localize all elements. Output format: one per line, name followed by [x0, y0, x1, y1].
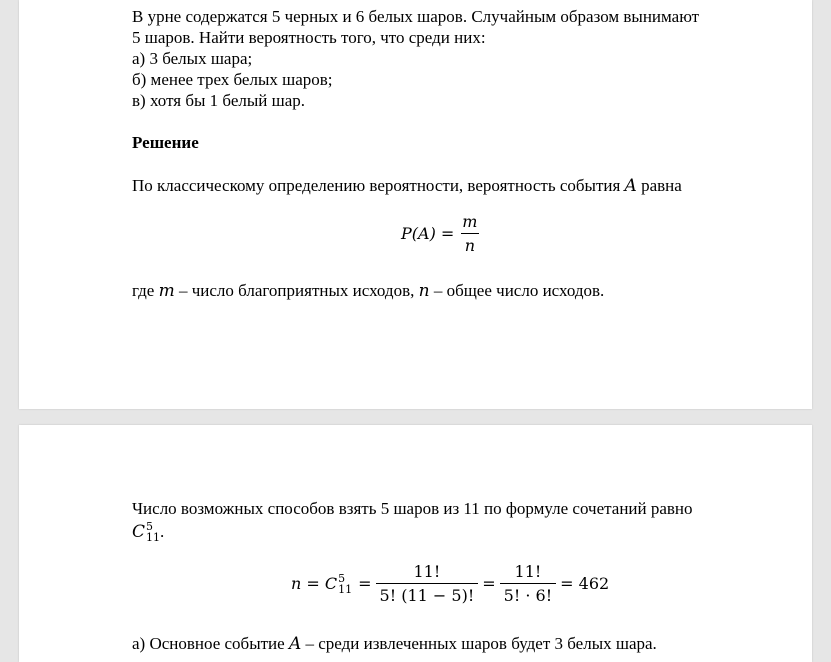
definition-text: По классическому определению вероятности, вероятность события: [132, 176, 621, 195]
formula2-fraction-2: [500, 562, 556, 605]
combo-sup: 5: [146, 520, 154, 533]
fraction-2-numerator: 11!: [514, 562, 542, 581]
formula2-indices: [338, 573, 352, 595]
problem-line-1: В урне содержатся 5 черных и 6 белых шаров. Случайным образом вынимают: [132, 7, 700, 26]
combo-symbol: C: [132, 522, 146, 542]
combo-indices: [146, 521, 160, 543]
fraction-1-denominator: 5! (11 − 5)!: [376, 583, 479, 605]
part-a-line: [132, 633, 657, 655]
part-a-var: A: [288, 634, 302, 654]
definition-var: A: [624, 176, 637, 196]
formula2-sub: 11: [338, 582, 353, 596]
probability-formula: [401, 212, 485, 255]
formula2-fraction-1: [376, 562, 479, 605]
formula-lhs: P(A) =: [401, 224, 455, 243]
formula2-sup: 5: [338, 571, 346, 585]
problem-line-4: б) менее трех белых шаров;: [132, 70, 333, 89]
formula2-eq1: =: [358, 574, 372, 593]
solution-heading: Решение: [132, 133, 199, 152]
formula2-eq2: =: [482, 574, 496, 593]
part-a-start: а) Основное событие: [132, 634, 285, 653]
fraction-1-numerator: 11!: [413, 562, 441, 581]
problem-line-2: 5 шаров. Найти вероятность того, что среди них:: [132, 28, 486, 47]
problem-line-5: в) хотя бы 1 белый шар.: [132, 91, 306, 110]
where-word: где: [132, 281, 155, 300]
formula-denominator: n: [461, 233, 479, 255]
fraction-2-denominator: 5! · 6!: [500, 583, 556, 605]
formula-numerator: m: [462, 212, 478, 231]
definition-line: [132, 175, 682, 197]
problem-line-3: а) 3 белых шара;: [132, 49, 253, 68]
definition-end: равна: [641, 176, 682, 195]
formula-fraction: [458, 212, 481, 255]
combo-symbol-line: [132, 521, 164, 543]
document-page-2: [19, 425, 812, 662]
combo-dot: .: [160, 522, 165, 541]
combo-sub: 11: [146, 531, 161, 544]
where-n: n: [418, 281, 430, 301]
document-page-1: [19, 0, 812, 409]
where-m-desc: – число благоприятных исходов,: [178, 281, 415, 300]
formula2-result: = 462: [560, 574, 610, 593]
part-a-end: – среди извлеченных шаров будет 3 белых шара.: [305, 634, 657, 653]
formula2-lhs: n = C: [291, 574, 338, 593]
where-line: [132, 280, 604, 302]
combo-line: Число возможных способов взять 5 шаров из 11 по формуле сочетаний равно: [132, 499, 693, 518]
combination-formula: [291, 562, 609, 605]
where-m: m: [158, 281, 175, 301]
where-n-desc: – общее число исходов.: [433, 281, 605, 300]
